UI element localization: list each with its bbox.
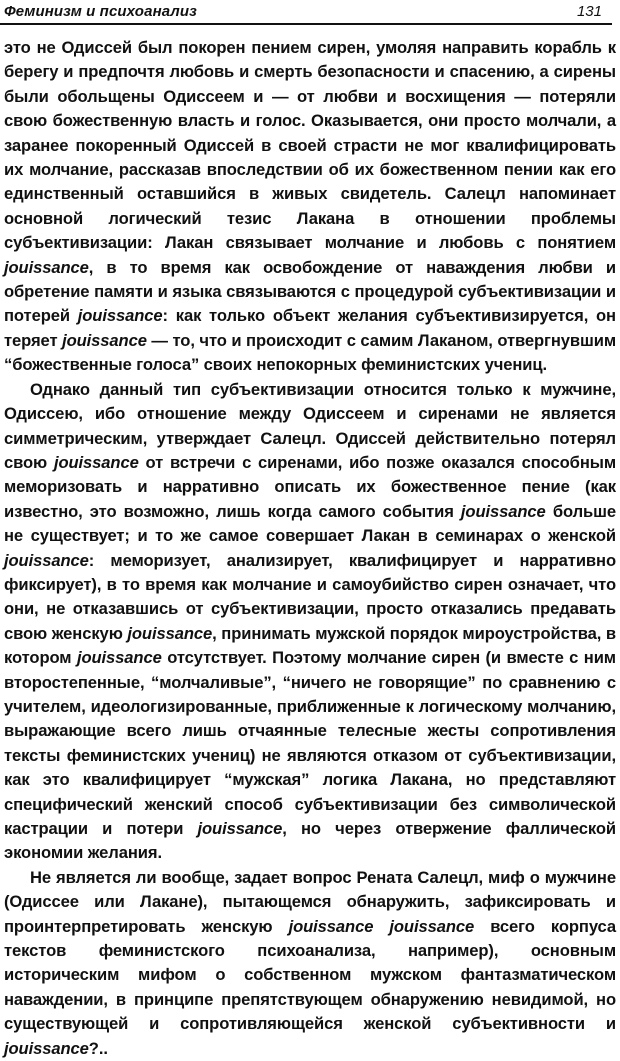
text-run: Однако данный тип субъективизации относится только к мужчине, Одиссею, ибо отношение между Одиссеем и сиренами не является симметрическим, утверждает Салецл. Одиссей действительно потерял свою xyxy=(4,379,616,472)
header-rule xyxy=(0,23,612,25)
foreign-term: jouissance xyxy=(460,501,546,521)
foreign-term: jouissance xyxy=(127,623,213,643)
text-run: , принимать мужской порядок мироустройства, в котором xyxy=(4,623,616,668)
text-run: от встречи с сиренами, ибо позже оказался способным меморизовать и нарративно описать их божественное пение (как известно, это возможно, лишь когда самого события xyxy=(4,452,616,521)
foreign-term: jouissance xyxy=(76,648,162,668)
running-title: Феминизм и психоанализ xyxy=(4,3,197,20)
text-run: это не Одиссей был покорен пением сирен, умоляя направить корабль к берегу и предпочтя любовь и смерть безопасности и спасению, а сирены были обольщены Одиссеем и — от любви и восхищения — потеряли свою божественную власть и голос. Оказывается, они просто молчали, а заранее покоренный Одиссей в своей страсти не мог квалифицировать их молчание, рассказав впоследствии об их божественном пении как его единственный оставшийся в живых свидетель. Салецл напоминает основной логический тезис Лакана в отношении проблемы субъективизации: Лакан связывает молчание и любовь с понятием xyxy=(4,38,616,253)
foreign-term: jouissance xyxy=(4,1038,89,1058)
text-run: ?.. xyxy=(88,1038,108,1058)
paragraph-2 xyxy=(4,378,616,866)
foreign-term: jouissance xyxy=(197,819,283,838)
text-run: всего корпуса текстов феминистского психоанализа, например), основным историческим мифом о собственном мужском фантазматическом наваждении, в принципе препятствующем обнаружению невидимой, но существующей и сопротивляющейся женской субъективности и xyxy=(4,916,617,1034)
foreign-term: jouissance jouissance xyxy=(288,916,475,936)
page-number: 131 xyxy=(576,3,602,20)
text-run: : как только объект желания субъективизируется, он теряет xyxy=(4,306,616,350)
foreign-term: jouissance xyxy=(4,257,89,277)
paragraph-3 xyxy=(4,866,616,1061)
body-text xyxy=(4,36,616,1061)
paragraph-1 xyxy=(4,36,616,378)
text-run: отсутствует. Поэтому молчание сирен (и вместе с ним второстепенные, “молчаливые”, “ничего не говорящие” по сравнению с учителем, идеологизированные, приближенные к логическому молчанию, выражающие всего лишь отчаянные телесные жесты сопротивления тексты феминистских учениц) не являются отказом от субъективизации, как это квалифицирует “мужская” логика Лакана, но представляют специфический женский способ субъективизации без символической кастрации и потери xyxy=(4,648,616,838)
foreign-term: jouissance xyxy=(4,550,89,570)
text-run: , в то время как освобождение от наваждения любви и обретение памяти и языка связываются с процедурой субъективизации и потерей xyxy=(4,257,616,326)
text-run: больше не существует; и то же самое совершает Лакан в семинарах о женской xyxy=(4,501,616,546)
text-run: : меморизует, анализирует, квалифицирует и нарративно фиксирует), в то время как молчание и самоубийство сирен означает, что они, не отказавшись от субъективизации, просто отказались предавать свою женскую xyxy=(4,550,616,643)
text-run: — то, что и происходит с самим Лаканом, отвергнувшим “божественные голоса” своих непокорных феминистских учениц. xyxy=(4,330,616,375)
foreign-term: jouissance xyxy=(62,330,147,350)
text-run: , но через отвержение фаллической экономии желания. xyxy=(4,819,616,863)
foreign-term: jouissance xyxy=(53,452,139,472)
foreign-term: jouissance xyxy=(77,306,163,326)
running-header xyxy=(0,0,620,30)
text-run: Не является ли вообще, задает вопрос Рената Салецл, миф о мужчине (Одиссее или Лакане), пытающемся обнаружить, зафиксировать и проинтерпретировать женскую xyxy=(4,867,616,936)
